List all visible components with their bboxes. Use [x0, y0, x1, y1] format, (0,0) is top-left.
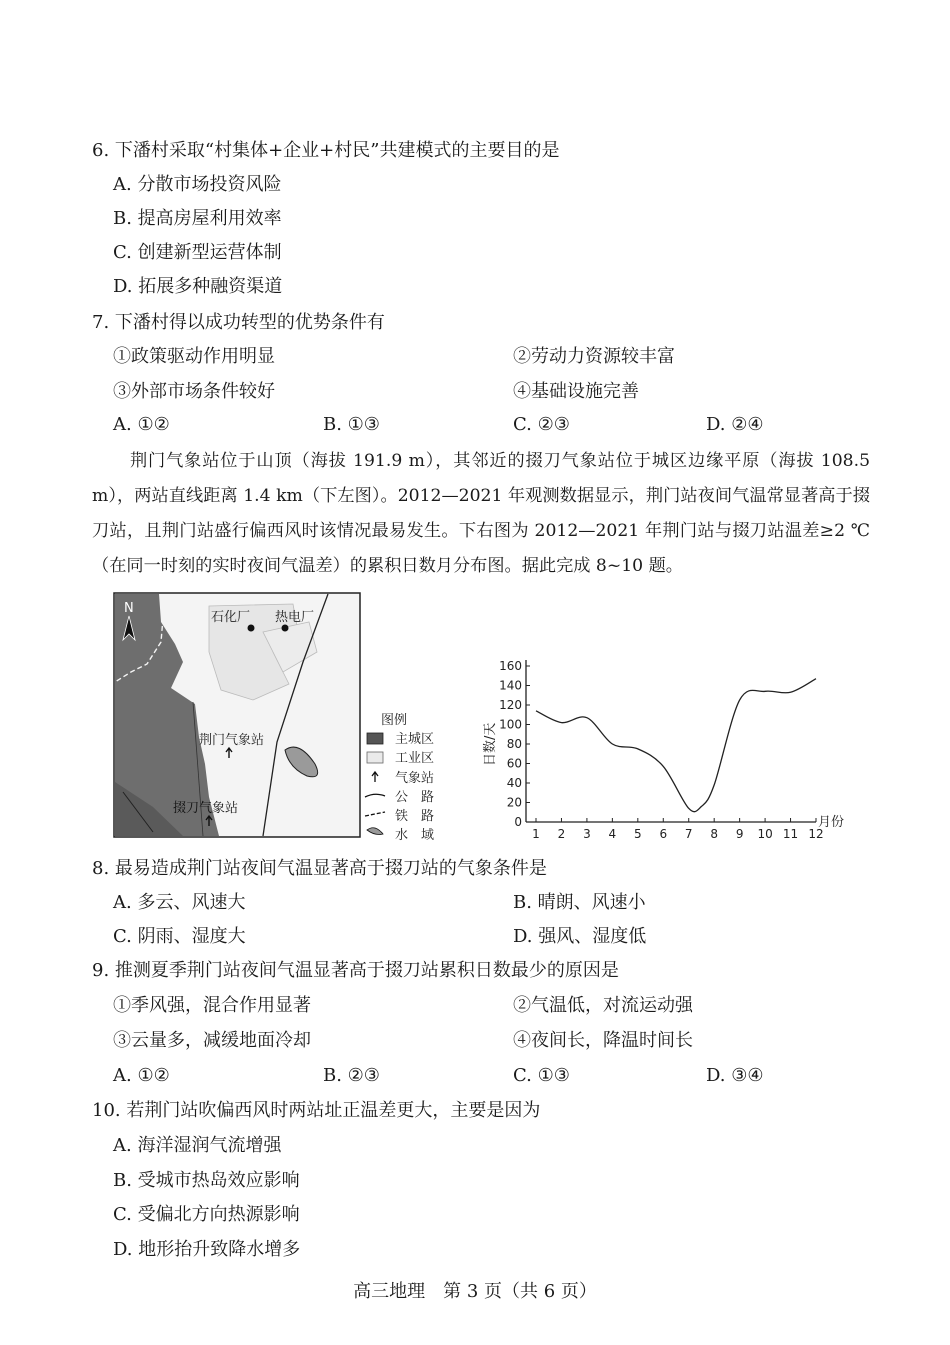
passage-text: 荆门气象站位于山顶（海拔 191.9 m），其邻近的掇刀气象站位于城区边缘平原（海拔 108.5 m），两站直线距离 1.4 km（下左图）。2012—2021 年观测数据显示，荆门站夜间气温常显著高于掇刀站，且荆门站盛行偏西风时该情况最易发生。下右图为 2012—2021 年荆门站与掇刀站温差≥2 ℃（在同一时刻的实时夜间气温差）的累积日数月分布图。据此完成 8~10 题。 [92, 451, 870, 576]
q8-option-c: C. 阴雨、湿度大 [113, 926, 246, 947]
q8-option-a: A. 多云、风速大 [113, 892, 246, 913]
x-tick-label: 2 [557, 827, 566, 841]
x-tick-label: 5 [633, 827, 642, 841]
q10-option-a: A. 海洋湿润气流增强 [113, 1135, 282, 1156]
x-tick-label: 10 [757, 827, 773, 841]
q7-option-a: A. ①② [113, 414, 170, 435]
q9-option-c: C. ①③ [513, 1065, 570, 1086]
q6-option-b: B. 提高房屋利用效率 [113, 208, 282, 229]
x-tick-label: 4 [608, 827, 617, 841]
q9-stem: 9. 推测夏季荆门站夜间气温显著高于掇刀站累积日数最少的原因是 [92, 960, 619, 981]
y-tick-label: 20 [506, 795, 522, 810]
q10-option-b: B. 受城市热岛效应影响 [113, 1170, 300, 1191]
y-tick-label: 0 [514, 815, 522, 829]
legend-industrial: 工业区 [395, 751, 435, 766]
legend-road-icon [365, 794, 385, 797]
q10-option-c: C. 受偏北方向热源影响 [113, 1204, 300, 1225]
q10-stem: 10. 若荆门站吹偏西风时两站址正温差更大，主要是因为 [92, 1100, 541, 1121]
q7-stem: 7. 下潘村得以成功转型的优势条件有 [92, 312, 385, 333]
petrochem-label: 石化厂 [211, 610, 251, 625]
q7-item-1: ①政策驱动作用明显 [113, 346, 275, 367]
q8-stem: 8. 最易造成荆门站夜间气温显著高于掇刀站的气象条件是 [92, 858, 547, 879]
legend-station: 气象站 [395, 771, 435, 786]
q9-item-3: ③云量多，减缓地面冷却 [113, 1030, 311, 1051]
y-tick-label: 80 [506, 737, 522, 751]
power-plant-label: 热电厂 [275, 610, 315, 625]
legend-city: 主城区 [395, 732, 435, 747]
q8-option-d: D. 强风、湿度低 [513, 926, 647, 947]
y-tick-label: 120 [499, 698, 522, 712]
north-label: N [124, 601, 134, 616]
q6-stem: 6. 下潘村采取“村集体+企业+村民”共建模式的主要目的是 [92, 140, 560, 161]
q7-option-c: C. ②③ [513, 414, 570, 435]
legend-water: 水 域 [395, 828, 435, 842]
y-tick-label: 60 [506, 756, 522, 771]
page-footer: 高三地理 第 3 页（共 6 页） [353, 1281, 597, 1302]
x-tick-label: 1 [532, 827, 540, 841]
x-tick-label: 12 [808, 827, 824, 841]
q9-item-4: ④夜间长，降温时间长 [513, 1030, 693, 1051]
y-tick-label: 40 [506, 776, 522, 790]
y-tick-label: 100 [499, 717, 522, 732]
x-axis-label: 月份 [818, 815, 845, 830]
q9-option-d: D. ③④ [706, 1065, 764, 1086]
y-axis-label: 日数/天 [483, 722, 498, 766]
legend-railway: 铁 路 [395, 809, 435, 824]
y-tick-label: 160 [499, 659, 522, 673]
legend-road: 公 路 [395, 790, 435, 805]
jingmen-station-label: 荆门气象站 [199, 733, 265, 748]
q7-item-3: ③外部市场条件较好 [113, 381, 275, 402]
series-line [536, 679, 816, 812]
legend-railway-icon [365, 812, 385, 816]
q6-option-d: D. 拓展多种融资渠道 [113, 276, 283, 297]
legend-water-icon [367, 828, 383, 835]
q7-item-4: ④基础设施完善 [513, 381, 639, 402]
q9-option-b: B. ②③ [323, 1065, 380, 1086]
q10-option-d: D. 地形抬升致降水增多 [113, 1239, 301, 1260]
q6-option-a: A. 分散市场投资风险 [113, 174, 282, 195]
q9-option-a: A. ①② [113, 1065, 170, 1086]
legend-station-icon [372, 772, 378, 782]
station-map [113, 592, 453, 842]
y-tick-label: 140 [499, 678, 522, 693]
x-tick-label: 6 [659, 827, 668, 841]
x-tick-label: 11 [782, 827, 799, 841]
legend-industrial-swatch [367, 752, 383, 763]
x-tick-label: 3 [583, 827, 591, 841]
q7-item-2: ②劳动力资源较丰富 [513, 346, 675, 367]
x-tick-label: 9 [735, 827, 744, 841]
x-tick-label: 7 [684, 827, 693, 841]
duodao-station-label: 掇刀气象站 [173, 801, 239, 816]
q7-option-b: B. ①③ [323, 414, 380, 435]
x-tick-label: 8 [710, 827, 719, 841]
power-plant-marker-icon [282, 625, 289, 632]
legend-city-swatch [367, 733, 383, 744]
q9-item-2: ②气温低，对流运动强 [513, 995, 693, 1016]
q7-option-d: D. ②④ [706, 414, 764, 435]
q9-item-1: ①季风强，混合作用显著 [113, 995, 311, 1016]
petrochem-marker-icon [248, 625, 255, 632]
legend-title: 图例 [381, 713, 408, 728]
q8-option-b: B. 晴朗、风速小 [513, 892, 646, 913]
temperature-difference-chart [478, 650, 858, 850]
q6-option-c: C. 创建新型运营体制 [113, 242, 282, 263]
